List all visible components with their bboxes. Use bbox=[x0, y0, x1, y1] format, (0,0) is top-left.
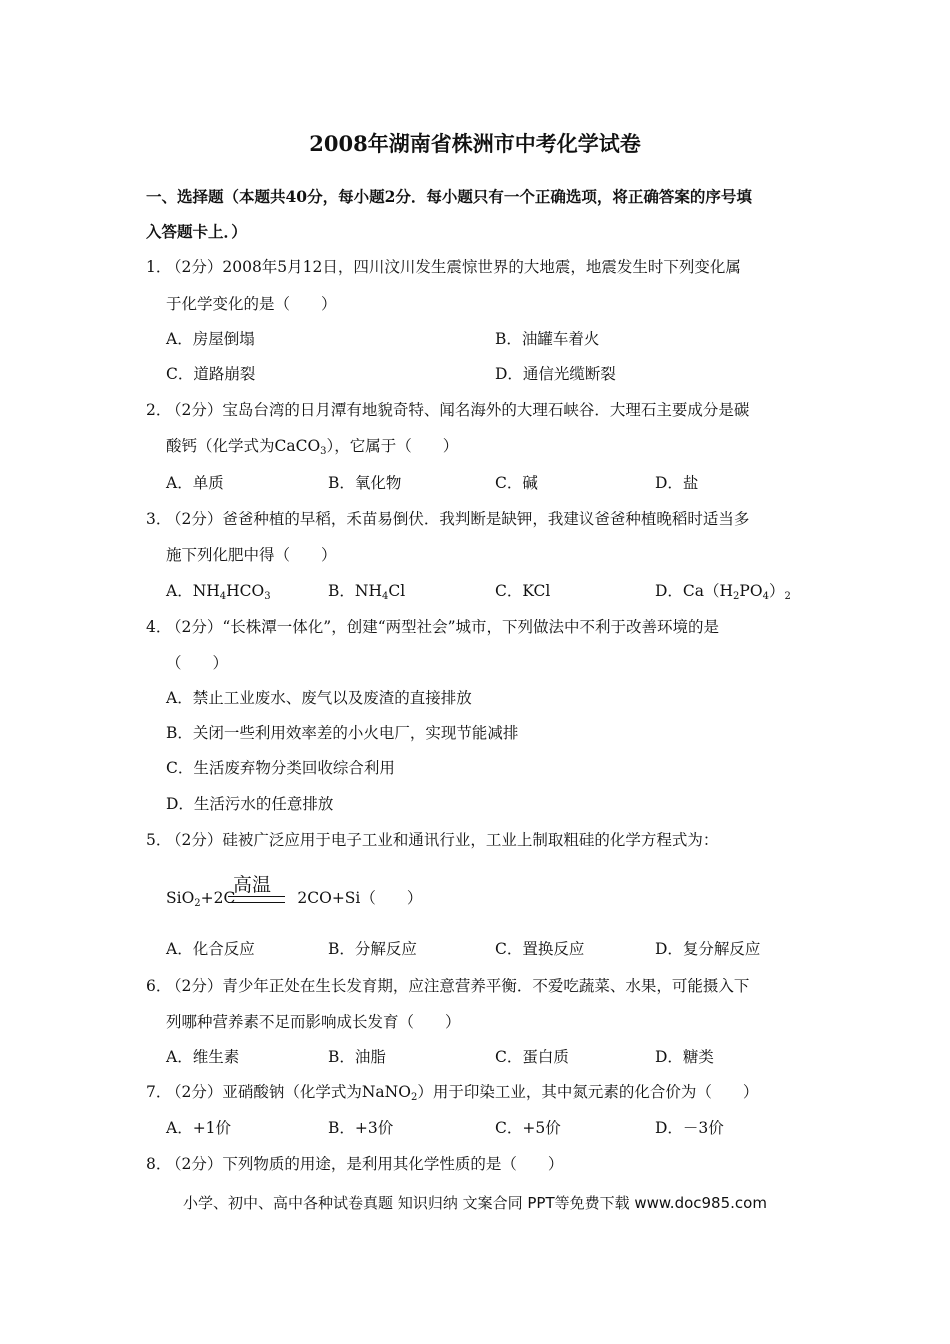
option-b: B．$NH_4Cl$ bbox=[328, 582, 406, 602]
question-stem-line1: （2分）亚硝酸钠（化学式为NaNO$_2$）用于印染工业，其中氮元素的化合价为（ ） bbox=[166, 1083, 759, 1103]
option-c: C．道路崩裂 bbox=[166, 365, 256, 383]
question-stem-line1: （2分）2008年5月12日，四川汶川发生震惊世界的大地震，地震发生时下列变化属 bbox=[166, 258, 741, 276]
question-number: 8． bbox=[146, 1155, 172, 1173]
question-stem-line1: （2分）宝岛台湾的日月潭有地貌奇特、闻名海外的大理石峡谷．大理石主要成分是碳 bbox=[166, 401, 750, 419]
question-stem-line1: （2分）“长株潭一体化”，创建“两型社会”城市，下列做法中不利于改善环境的是 bbox=[166, 618, 720, 636]
question-stem-line1: （2分）下列物质的用途，是利用其化学性质的是（ ） bbox=[166, 1155, 564, 1173]
question-number: 7． bbox=[146, 1083, 172, 1101]
option-a: A．维生素 bbox=[166, 1048, 240, 1066]
question-number: 4． bbox=[146, 618, 172, 636]
option-c: C．碱 bbox=[495, 474, 538, 492]
option-d: D．生活污水的任意排放 bbox=[166, 795, 334, 813]
option-d: D．$Ca(H_2PO_4)_2$ bbox=[655, 582, 791, 602]
option-a: A．化合反应 bbox=[166, 940, 255, 958]
option-b: B．+3价 bbox=[328, 1119, 394, 1137]
option-d: D．－3价 bbox=[655, 1119, 724, 1137]
question-stem-line2: 于化学变化的是（ ） bbox=[166, 295, 337, 313]
option-a: A．$NH_4HCO_3$ bbox=[166, 582, 271, 602]
option-c: C．KCl bbox=[495, 582, 551, 600]
question-number: 3． bbox=[146, 510, 172, 528]
question-number: 5． bbox=[146, 831, 172, 849]
option-c: C．生活废弃物分类回收综合利用 bbox=[166, 759, 395, 777]
option-a: A．禁止工业废水、废气以及废渣的直接排放 bbox=[166, 689, 472, 707]
option-c: C．蛋白质 bbox=[495, 1048, 569, 1066]
option-c: C．+5价 bbox=[495, 1119, 561, 1137]
page-title: 2008年湖南省株洲市中考化学试卷 bbox=[309, 131, 641, 156]
option-d: D．复分解反应 bbox=[655, 940, 761, 958]
question-stem-line1: （2分）青少年正处在生长发育期，应注意营养平衡．不爱吃蔬菜、水果，可能摄入下 bbox=[166, 977, 750, 995]
question-number: 1． bbox=[146, 258, 172, 276]
option-d: D．糖类 bbox=[655, 1048, 714, 1066]
option-a: A．+1价 bbox=[166, 1119, 232, 1137]
option-b: B．油脂 bbox=[328, 1048, 386, 1066]
reaction-condition: 高温 bbox=[233, 874, 272, 896]
option-b: B．关闭一些利用效率差的小火电厂，实现节能减排 bbox=[166, 724, 519, 742]
section-heading-line1: 一、选择题（本题共40分，每小题2分．每小题只有一个正确选项，将正确答案的序号填 bbox=[146, 187, 752, 206]
question-stem-line1: （2分）硅被广泛应用于电子工业和通讯行业，工业上制取粗硅的化学方程式为： bbox=[166, 831, 719, 849]
page-footer: 小学、初中、高中各种试卷真题 知识归纳 文案合同 PPT等免费下载 www.doc985.com bbox=[183, 1194, 767, 1212]
question-stem-line2: 施下列化肥中得（ ） bbox=[166, 546, 337, 564]
option-a: A．单质 bbox=[166, 474, 224, 492]
question-stem-line1: （2分）爸爸种植的早稻，禾苗易倒伏．我判断是缺钾，我建议爸爸种植晚稻时适当多 bbox=[166, 510, 750, 528]
option-d: D．通信光缆断裂 bbox=[495, 365, 616, 383]
option-c: C．置换反应 bbox=[495, 940, 585, 958]
option-b: B．分解反应 bbox=[328, 940, 417, 958]
question-stem-line2: 列哪种营养素不足而影响成长发育（ ） bbox=[166, 1013, 461, 1031]
option-d: D．盐 bbox=[655, 474, 699, 492]
question-number: 6． bbox=[146, 977, 172, 995]
section-heading-line2: 入答题卡上．） bbox=[146, 222, 247, 241]
option-b: B．氧化物 bbox=[328, 474, 402, 492]
option-b: B．油罐车着火 bbox=[495, 330, 600, 348]
question-stem-line2: （ ） bbox=[166, 654, 229, 672]
chemical-equation: SiO$_2$+2C 2CO+Si（ ） bbox=[166, 889, 423, 909]
question-stem-line2: 酸钙（化学式为CaCO$_3$），它属于（ ） bbox=[166, 437, 459, 457]
option-a: A．房屋倒塌 bbox=[166, 330, 255, 348]
question-number: 2． bbox=[146, 401, 172, 419]
